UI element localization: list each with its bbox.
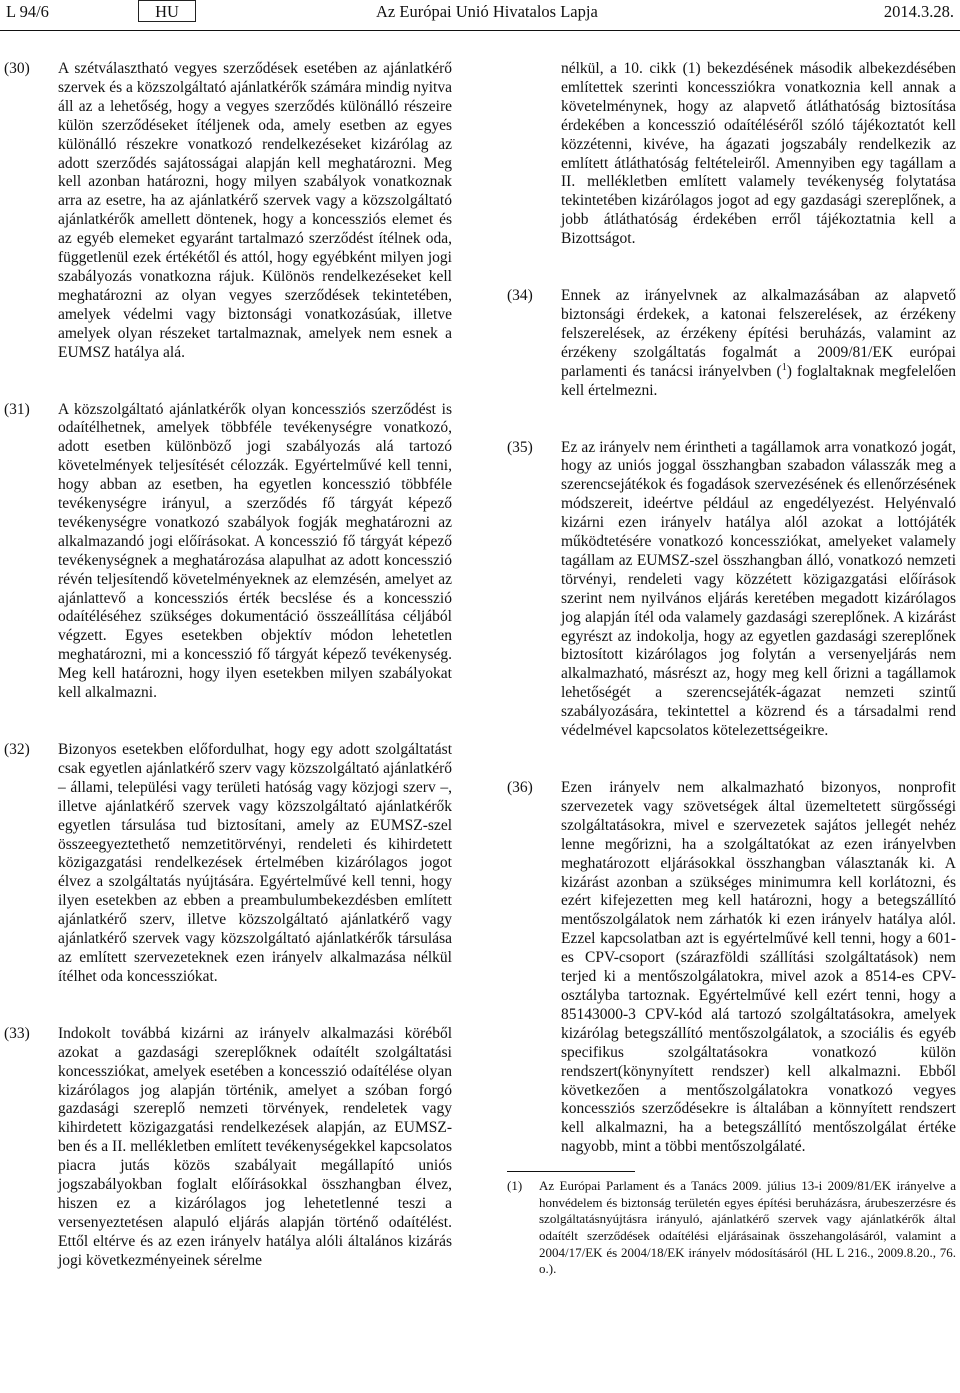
recital-number: (34): [507, 287, 533, 305]
recital-34: [507, 287, 956, 400]
recital-text: Indokolt továbbá kizárni az irányelv alkalmazási köréből azokat a gazdasági szereplőknek odaítélt szolgáltatási koncessziókat, amelyek esetében a koncesszió odaítélése olyan kizárólagos jog alapján történik, amelyet a szóban forgó gazdasági szereplő nemzeti törvények, rendeletek vagy kihirdetett közigazgatási rendelkezések alapján, az EUMSZ-ben és a II. mellékletben említett tevékenységekkel kapcsolatos piacra jutás közös szabályait megállapító uniós jogszabályokban foglalt előírásokkal összhangban élvez, hiszen ez a kizárólagos jog lehetetlenné teszi a versenyeztetésen alapuló eljárás alapján történő odaítélést. Ettől eltérve és az ezen irányelv hatálya alóli általános kizárás jogi következményeinek sérelme: [58, 1024, 452, 1269]
recital-number: (30): [4, 60, 30, 77]
recital-31: [4, 401, 452, 704]
recital-32: [4, 741, 452, 987]
recital-text-part: ) foglaltaknak megfelelően kell értelmezni.: [561, 362, 957, 399]
recital-text: Ezen irányelv nem alkalmazható bizonyos, nonprofit szervezetek vagy szövetségek által üzemeltetett sürgősségi szolgáltatásokra, mivel e szervezetek sajátos jellegét nehéz lenne megőrizni, ha a szolgáltatókat az ezen irányelvben meghatározott eljárásokkal összhangban választanák ki. A kizárást azonban a szükséges minimumra kell korlátozni, és ezért kifejezetten meg kell határozni, hogy a betegszállító mentőszolgálatok nem zárhatók ki ezen irányelv hatálya alól. Ezzel kapcsolatban azt is egyértelművé kell tenni, hogy a 601-es CPV-csoport (szárazföldi szállítási szolgáltatások) nem terjed ki a mentőszolgálatokra, mivel azok a 8514-es CPV-osztályba tartoznak. Egyértelművé kell ezért tenni, hogy a 85143000-3 CPV-kód alá tartozó szolgáltatásokra, amelyek kizárólag betegszállító mentőszolgálatok, a szociális és egyéb specifikus szolgáltatásokra vonatkozó külön rendszert(könynyített rendszer) kell alkalmazni. Ebből következően a mentőszolgálatokra vonatkozó vegyes koncessziós szerződésekre is általában a könnyített rendszert kell alkalmazni, ha a betegszállító mentőszolgálat értéke nagyobb, mint a többi mentőszolgálaté.: [561, 779, 956, 1156]
recital-33-continuation: [507, 60, 956, 249]
recital-text: A szétválasztható vegyes szerződések esetében az ajánlatkérő szervek és a közszolgáltató ajánlatkérők számára mindig nyitva áll az a lehetőség, hogy a vegyes szerződés különálló részeire külön szerződéseket ítéljenek oda, amely esetben az egyes különálló részekre vonatkozó rendelkezéseket kizárólag az adott szerződés sajátosságai alapján kell meghatározni. Meg kell azonban határozni, hogy milyen szabályok vonatkoznak arra az esetre, ha az ajánlatkérő szervek vagy a közszolgáltató ajánlatkérők amellett döntenek, hogy a koncessziós elemet és az egyéb elemeket egyaránt tartalmazó szerződést ítélnek oda, függetlenül ezek értékétől és attól, hogy egyébként milyen jogi szabályozás vonatkozna rájuk. Különös rendelkezéseket kell meghatározni az olyan vegyes szerződések tekintetében, amelyek védelmi vagy biztonsági vonatkozásúak, illetve amelyek olyan részeket tartalmaznak, amelyek nem esnek a EUMSZ hatálya alá.: [58, 60, 452, 361]
page-reference: L 94/6: [6, 2, 49, 21]
footnote-mark: (1): [507, 1178, 523, 1194]
recital-number: (32): [4, 741, 30, 758]
journal-title: Az Európai Unió Hivatalos Lapja: [376, 2, 598, 21]
footnote: [507, 1178, 956, 1278]
footnote-rule: [507, 1171, 635, 1172]
recital-text: A közszolgáltató ajánlatkérők olyan koncessziós szerződést is odaítélhetnek, amelyek többféle tevékenységre vonatkozó, adott esetben különböző jogi szabályozás alá tartozó követelmények teljesítését célozzák. Egyértelművé kell tenni, hogy abban az esetben, ha egyetlen koncesszió többféle tevékenységre irányul, a szerződés fő tárgyát képező tevékenységre vonatkozó szabályok fogják meghatározni az alkalmazandó jogi előírásokat. A koncesszió fő tárgyát képező tevékenységnek a meghatározása alapulhat az adott koncesszió révén teljesítendő követelményeknek az elemzésén, amelyet az ajánlattevő a koncessziós érték becslése és a koncesszió odaítéléséhez szükséges dokumentáció összeállítása céljából végzett. Egyes esetekben objektív módon lehetetlen meghatározni, mi a koncesszió fő tárgyát képező tevékenység. Meg kell határozni, hogy ilyen esetekben milyen szabályokat kell alkalmazni.: [58, 400, 452, 702]
recital-number: (35): [507, 438, 533, 456]
recital-30: [4, 60, 452, 363]
recital-text: [561, 287, 956, 400]
page-header: [0, 0, 960, 26]
recital-text: Ez az irányelv nem érintheti a tagállamok arra vonatkozó jogát, hogy az uniós joggal összhangban szabadon válasszák meg a szerencsejátékok és fogadások szervezésének és ellenőrzésének módszereit, ideértve például az engedélyezést. Helyénvaló kizárni ezen irányelv hatálya alól azokat a lottójáték működtetésére vonatkozó koncessziókat, amelyeket valamely tagállam az EUMSZ-szel összhangban álló, vonatkozó nemzeti törvényi, rendeleti vagy közzétett közigazgatási előírások szerint nem nyilvános eljárás keretében megadott kizárólagos jog alapján ítél oda valamely gazdasági szereplőnek. A kizárást egyrészt az indokolja, hogy az egyetlen gazdasági szereplőnek biztosított kizárólagos jog folytán a versenyeljárás nem alkalmazható, másrészt az, hogy meg kell őrizni a tagállamok lehetőségét a szerencsejáték-ágazat nemzeti szintű szabályozására, tekintettel a közrend és a társadalmi rend védelmével kapcsolatos kötelezettségeikre.: [561, 438, 956, 740]
footnote-text: Az Európai Parlament és a Tanács 2009. július 13-i 2009/81/EK irányelve a honvédelem és biztonság területén egyes építési beruházásra, árubeszerzésre és szolgáltatásnyújtásra irányuló, ajánlatkérő szervek vagy ajánlatkérők által odaítélt szerződések odaítélési eljárásainak összehangolásáról, valamint a 2004/17/EK és 2004/18/EK irányelv módosításáról (HL L 216., 2009.8.20., 76. o.).: [539, 1178, 956, 1277]
recital-number: (31): [4, 400, 30, 418]
recital-text: nélkül, a 10. cikk (1) bekezdésének második albekezdésében említettek szerinti koncessziókra vonatkoznia kell annak a követelménynek, hogy az alapvető átláthatóság biztosítása érdekében a koncesszió odaítéléséről szóló tájékoztatót kell közzétenni, kivéve, ha ágazati jogszabály rendelkezik az említett átláthatóság feltételeiről. Amennyiben egy tagállam a II. mellékletben említett valamely tevékenység folytatása tekintetében kizárólagos jogot ad egy gazdasági szereplőnek, a jobb átláthatóság érdekében erről tájékoztatnia kell a Bizottságot.: [561, 60, 956, 248]
language-badge: HU: [138, 0, 196, 22]
recital-number: (36): [507, 779, 533, 796]
recital-text: Bizonyos esetekben előfordulhat, hogy egy adott szolgáltatást csak egyetlen ajánlatkérő szerv vagy közszolgáltató ajánlatkérő – állami, települési vagy területi hatóság vagy közjogi szerv –, illetve ajánlatkérő szervek vagy közszolgáltató ajánlatkérők egyetlen társulása tud biztosítani, amely az EUMSZ-szel összeegyeztethető nemzetitörvényi, rendeleti és kihirdetett közigazgatási rendelkezések értelmében kizárólagos jogot élvez a szolgáltatás nyújtására. Egyértelművé kell tenni, hogy ilyen esetekben az ebben a preambulumbekezdésben említett ajánlatkérő szerv, illetve közszolgáltató ajánlatkérő vagy ajánlatkérő szervek vagy közszolgáltató ajánlatkérők társulása az említett szervezeteknek ezen irányelv alkalmazása nélkül ítélhet oda koncessziókat.: [58, 741, 452, 985]
footnote-reference[interactable]: 1: [781, 361, 787, 373]
publication-date: 2014.3.28.: [883, 2, 954, 21]
recital-text-part: Ennek az irányelvnek az alkalmazásában az alapvető biztonsági érdekek, a katonai felszerelések, az érzékeny felszerelések, az érzékeny építési beruházás, valamint az érzékeny szolgáltatás fogalmát a 2009/81/EK európai parlamenti és tanácsi irányelvben (: [561, 287, 956, 380]
left-column: [4, 60, 452, 1271]
recital-35: [507, 439, 956, 742]
recital-number: (33): [4, 1024, 30, 1042]
header-rule: [0, 30, 960, 31]
recital-36: [507, 779, 956, 1157]
right-column: [507, 60, 956, 1278]
recital-33: [4, 1025, 452, 1271]
